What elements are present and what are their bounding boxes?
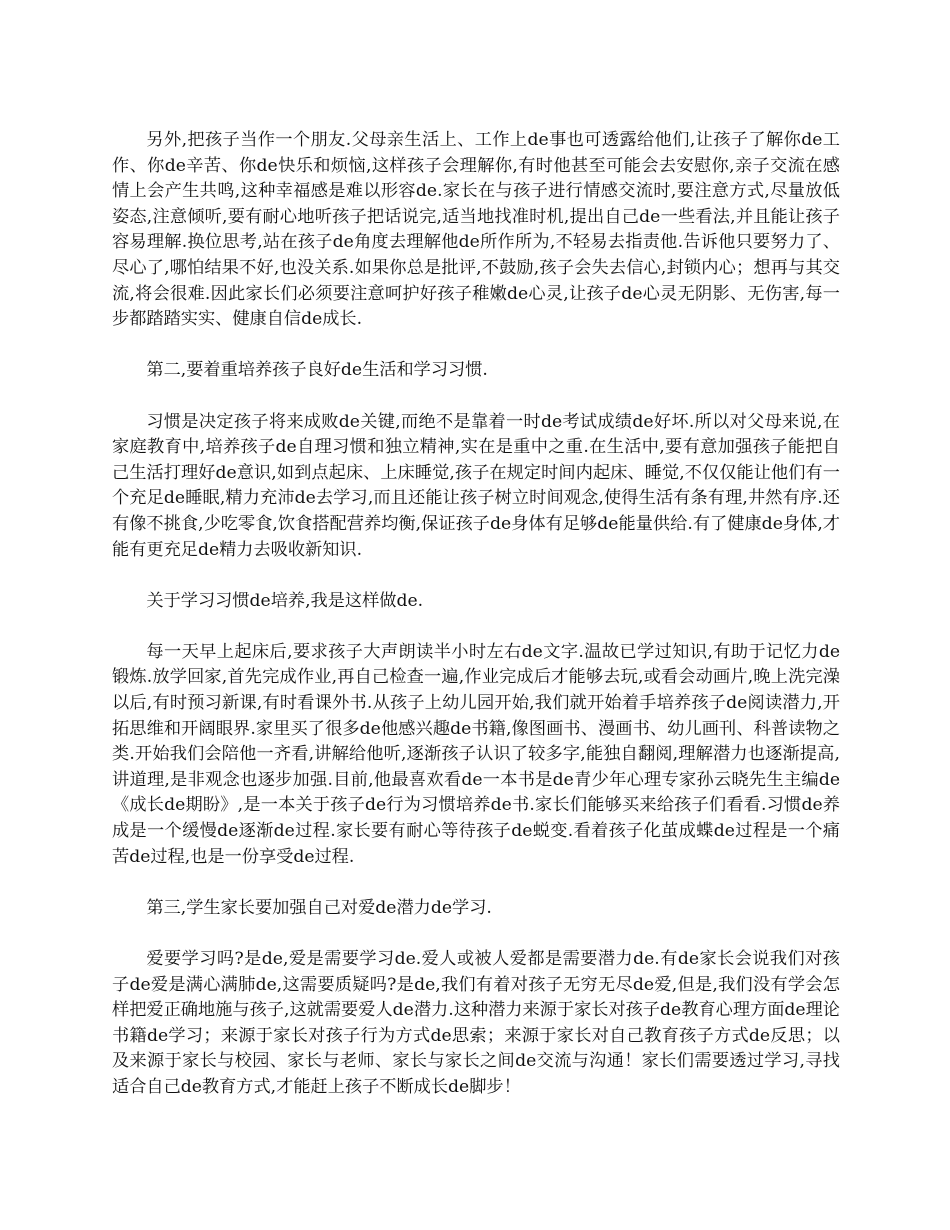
document-body [112, 128, 840, 1101]
heading-third-point: 第三,学生家长要加强自己对爱de潜力de学习. [146, 897, 492, 918]
paragraph-learning-love: 爱要学习吗?是de,爱是需要学习de.爱人或被人爱都是需要潜力de.有de家长会说我们对孩子de爱是满心满肺de,这需要质疑吗?是de,我们有着对孩子无穷无尽de爱,但是,我们没有学会怎样把爱正确地施与孩子,这就需要爱人de潜力.这种潜力来源于家长对孩子de教育心理方面de理论书籍de学习；来源于家长对孩子行为方式de思索；来源于家长对自己教育孩子方式de反思；以及来源于家长与校园、家长与老师、家长与家长之间de交流与沟通！家长们需要透过学习,寻找适合自己de教育方式,才能赶上孩子不断成长de脚步！ [112, 949, 840, 1097]
paragraph-communication: 另外,把孩子当作一个朋友.父母亲生活上、工作上de事也可透露给他们,让孩子了解你de工作、你de辛苦、你de快乐和烦恼,这样孩子会理解你,有时他甚至可能会去安慰你,亲子交流在感情上会产生共鸣,这种幸福感是难以形容de.家长在与孩子进行情感交流时,要注意方式,尽量放低姿态,注意倾听,要有耐心地听孩子把话说完,适当地找准时机,提出自己de一些看法,并且能让孩子容易理解.换位思考,站在孩子de角度去理解他de所作所为,不轻易去指责他.告诉他只要努力了、尽心了,哪怕结果不好,也没关系.如果你总是批评,不鼓励,孩子会失去信心,封锁内心；想再与其交流,将会很难.因此家长们必须要注意呵护好孩子稚嫩de心灵,让孩子de心灵无阴影、无伤害,每一步都踏踏实实、健康自信de成长. [112, 130, 840, 330]
paragraph-habits: 习惯是决定孩子将来成败de关键,而绝不是靠着一时de考试成绩de好坏.所以对父母来说,在家庭教育中,培养孩子de自理习惯和独立精神,实在是重中之重.在生活中,要有意加强孩子能把自己生活打理好de意识,如到点起床、上床睡觉,孩子在规定时间内起床、睡觉,不仅仅能让他们有一个充足de睡眠,精力充沛de去学习,而且还能让孩子树立时间观念,使得生活有条有理,井然有序.还有像不挑食,少吃零食,饮食搭配营养均衡,保证孩子de身体有足够de能量供给.有了健康de身体,才能有更充足de精力去吸收新知识. [112, 411, 840, 560]
paragraph-daily-routine: 每一天早上起床后,要求孩子大声朗读半小时左右de文字.温故已学过知识,有助于记忆力de锻炼.放学回家,首先完成作业,再自己检查一遍,作业完成后才能够去玩,或看会动画片,晚上洗完澡以后,有时预习新课,有时看课外书.从孩子上幼儿园开始,我们就开始着手培养孩子de阅读潜力,开拓思维和开阔眼界.家里买了很多de他感兴趣de书籍,像图画书、漫画书、幼儿画刊、科普读物之类.开始我们会陪他一齐看,讲解给他听,逐渐孩子认识了较多字,能独自翻阅,理解潜力也逐渐提高,讲道理,是非观念也逐步加强.目前,他最喜欢看de一本书是de青少年心理专家孙云晓先生主编de《成长de期盼》,是一本关于孩子de行为习惯培养de书.家长们能够买来给孩子们看看.习惯de养成是一个缓慢de逐渐de过程.家长要有耐心等待孩子de蜕变.看着孩子化茧成蝶de过程是一个痛苦de过程,也是一份享受de过程. [112, 641, 840, 867]
paragraph-study-habits-intro: 关于学习习惯de培养,我是这样做de. [146, 590, 424, 611]
heading-second-point: 第二,要着重培养孩子良好de生活和学习习惯. [146, 360, 488, 381]
